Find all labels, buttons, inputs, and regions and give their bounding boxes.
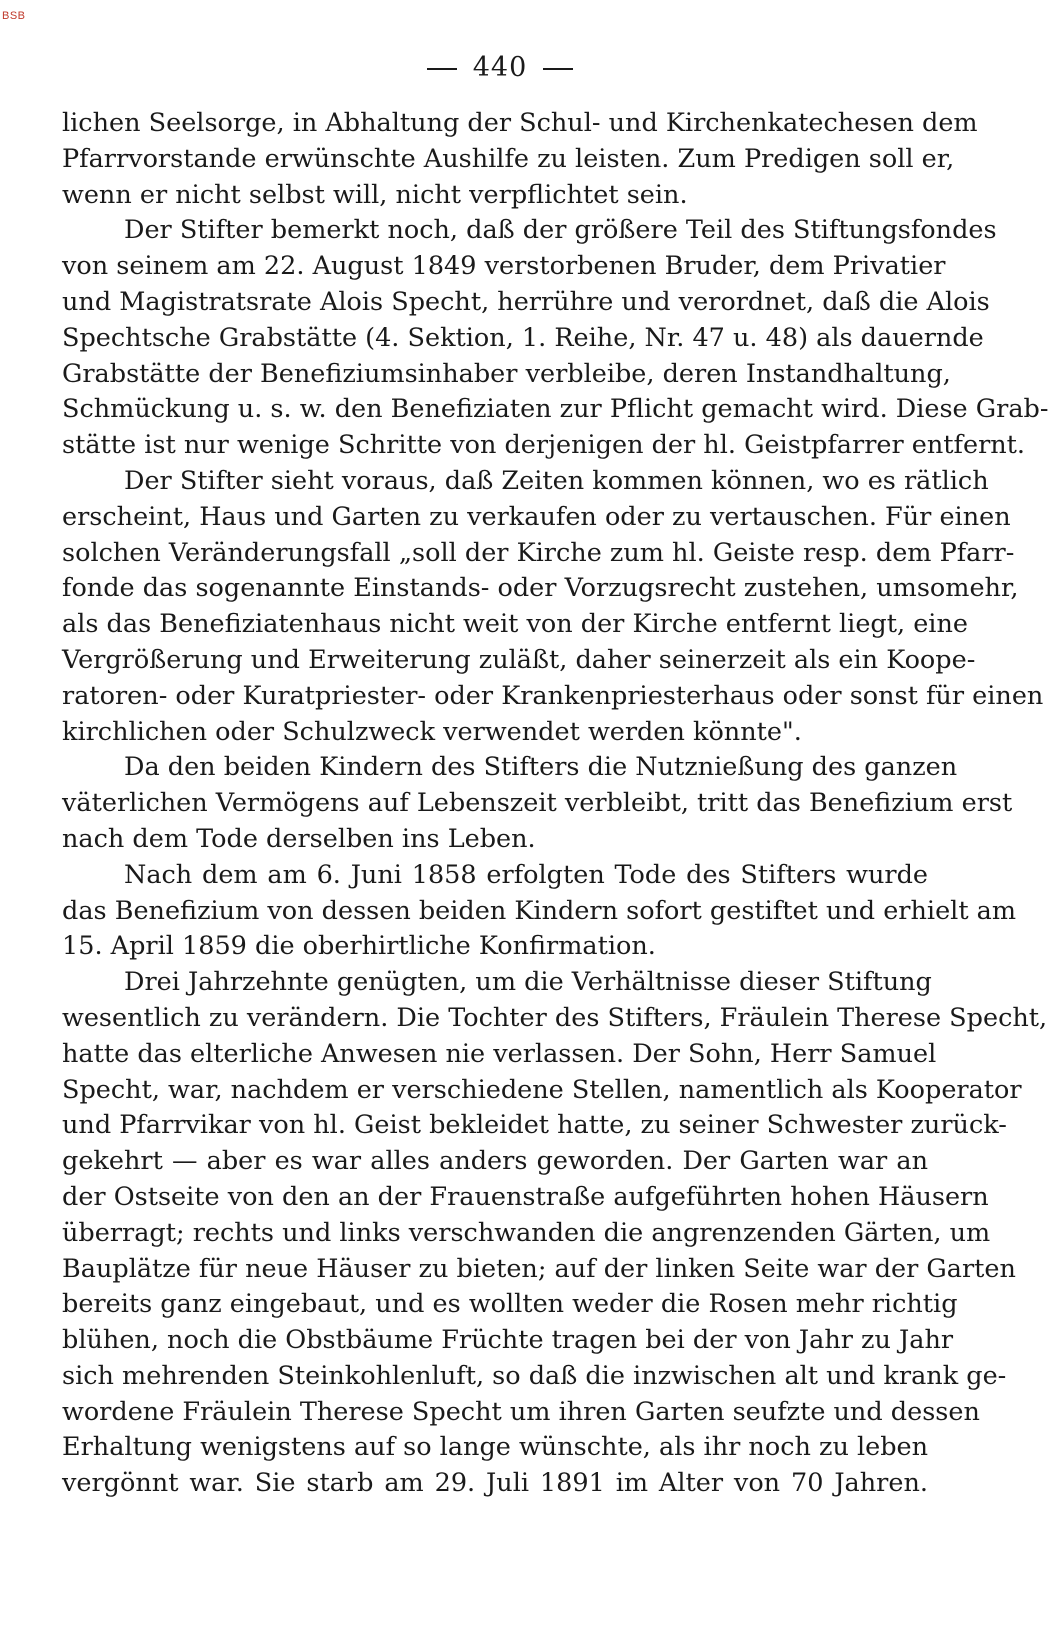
text-line: Grabstätte der Benefiziumsinhaber verbleibe, deren Instandhaltung,: [62, 358, 951, 389]
text-line: als das Benefiziatenhaus nicht weit von der Kirche entfernt liegt, eine: [62, 609, 968, 640]
text-line: nach dem Tode derselben ins Leben.: [62, 823, 536, 854]
text-line: Erhaltung wenigstens auf so lange wünschte, als ihr noch zu leben: [62, 1432, 929, 1463]
text-line: der Ostseite von den an der Frauenstraße aufgeführten hohen Häusern: [62, 1181, 989, 1212]
text-line: das Benefizium von dessen beiden Kindern sofort gestiftet und erhielt am: [62, 895, 1017, 926]
text-line: ratoren- oder Kuratpriester- oder Krankenpriesterhaus oder sonst für einen: [62, 680, 1044, 711]
text-line: solchen Veränderungsfall „soll der Kirche zum hl. Geiste resp. dem Pfarr-: [62, 537, 1015, 568]
text-line: wesentlich zu verändern. Die Tochter des Stifters, Fräulein Therese Specht,: [62, 1002, 1048, 1033]
text-line: Schmückung u. s. w. den Benefiziaten zur Pflicht gemacht wird. Diese Grab-: [62, 394, 1048, 425]
text-line: väterlichen Vermögens auf Lebenszeit verbleibt, tritt das Benefizium erst: [62, 788, 1013, 819]
text-line: von seinem am 22. August 1849 verstorbenen Bruder, dem Privatier: [62, 251, 946, 282]
text-line: Vergrößerung und Erweiterung zuläßt, daher seinerzeit als ein Koope-: [62, 644, 976, 675]
page-number-text: 440: [472, 52, 528, 83]
dash-right: [543, 68, 573, 70]
text-line: Nach dem am 6. Juni 1858 erfolgten Tode des Stifters wurde: [124, 859, 928, 890]
page-number: [0, 52, 1000, 83]
text-line: Drei Jahrzehnte genügten, um die Verhältnisse dieser Stiftung: [124, 967, 932, 998]
text-line: Der Stifter bemerkt noch, daß der größere Teil des Stiftungsfondes: [124, 215, 997, 246]
text-line: wenn er nicht selbst will, nicht verpflichtet sein.: [62, 179, 688, 210]
text-line: Da den beiden Kindern des Stifters die Nutznießung des ganzen: [124, 752, 958, 783]
dash-left: [427, 68, 457, 70]
text-line: überragt; rechts und links verschwanden die angrenzenden Gärten, um: [62, 1217, 991, 1248]
text-line: fonde das sogenannte Einstands- oder Vorzugsrecht zustehen, umsomehr,: [62, 573, 1019, 604]
body-text: [62, 106, 1048, 1502]
text-line: wordene Fräulein Therese Specht um ihren Garten seufzte und dessen: [62, 1396, 980, 1427]
text-line: und Magistratsrate Alois Specht, herrühre und verordnet, daß die Alois: [62, 286, 990, 317]
text-line: 15. April 1859 die oberhirtliche Konfirmation.: [62, 931, 656, 962]
text-line: vergönnt war. Sie starb am 29. Juli 1891 im Alter von 70 Jahren.: [62, 1468, 928, 1499]
text-line: kirchlichen oder Schulzweck verwendet werden könnte".: [62, 716, 802, 747]
text-line: bereits ganz eingebaut, und es wollten weder die Rosen mehr richtig: [62, 1289, 958, 1320]
text-line: erscheint, Haus und Garten zu verkaufen oder zu vertauschen. Für einen: [62, 501, 1011, 532]
library-stamp: BSB: [2, 10, 26, 22]
text-line: stätte ist nur wenige Schritte von derjenigen der hl. Geistpfarrer entfernt.: [62, 430, 1026, 461]
text-line: Pfarrvorstande erwünschte Aushilfe zu leisten. Zum Predigen soll er,: [62, 143, 955, 174]
text-line: lichen Seelsorge, in Abhaltung der Schul- und Kirchenkatechesen dem: [62, 108, 978, 138]
text-line: sich mehrenden Steinkohlenluft, so daß die inzwischen alt und krank ge-: [62, 1360, 1007, 1391]
text-line: Bauplätze für neue Häuser zu bieten; auf der linken Seite war der Garten: [62, 1253, 1016, 1284]
text-line: hatte das elterliche Anwesen nie verlassen. Der Sohn, Herr Samuel: [62, 1038, 937, 1069]
text-line: gekehrt — aber es war alles anders geworden. Der Garten war an: [62, 1146, 928, 1177]
text-line: Specht, war, nachdem er verschiedene Stellen, namentlich als Kooperator: [62, 1074, 1022, 1105]
text-line: Der Stifter sieht voraus, daß Zeiten kommen können, wo es rätlich: [124, 465, 989, 496]
text-line: blühen, noch die Obstbäume Früchte tragen bei der von Jahr zu Jahr: [62, 1325, 954, 1356]
text-line: und Pfarrvikar von hl. Geist bekleidet hatte, zu seiner Schwester zurück-: [62, 1110, 1007, 1141]
text-line: Spechtsche Grabstätte (4. Sektion, 1. Reihe, Nr. 47 u. 48) als dauernde: [62, 322, 984, 353]
